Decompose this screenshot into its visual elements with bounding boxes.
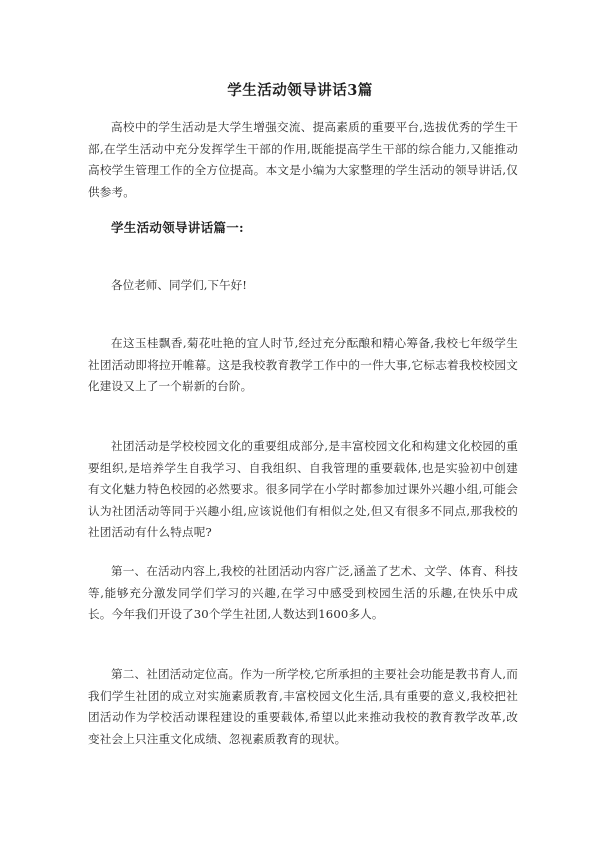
section-heading: 学生活动领导讲话篇一: bbox=[111, 220, 244, 235]
intro-paragraph: 高校中的学生活动是大学生增强交流、提高素质的重要平台,选拔优秀的学生干部,在学生活动中充分发挥学生干部的作用,既能提高学生干部的综合能力,又能推动高校学生管理工作的全方位提高。本文是小编为大家整理的学生活动的领导讲话,仅供参考。 bbox=[88, 120, 518, 199]
greeting-line: 各位老师、同学们,下午好! bbox=[111, 278, 247, 292]
body-paragraph-4: 第二、社团活动定位高。作为一所学校,它所承担的主要社会功能是教书育人,而我们学生社团的成立对实施素质教育,丰富校园文化生活,具有重要的意义,我校把社团活动作为学校活动课程建设的重要载体,希望以此来推动我校的教育教学改革,改变社会上只注重文化成绩、忽视素质教育的现状。 bbox=[88, 667, 518, 746]
body-paragraph-2: 社团活动是学校校园文化的重要组成部分,是丰富校园文化和构建文化校园的重要组织,是培养学生自我学习、自我组织、自我管理的重要载体,也是实验初中创建有文化魅力特色校园的必然要求。很多同学在小学时都参加过课外兴趣小组,可能会认为社团活动等同于兴趣小组,应该说他们有相似之处,但又有很多不同点,那我校的社团活动有什么特点呢? bbox=[88, 439, 518, 539]
body-paragraph-3: 第一、在活动内容上,我校的社团活动内容广泛,涵盖了艺术、文学、体育、科技等,能够充分激发同学们学习的兴趣,在学习中感受到校园生活的乐趣,在快乐中成长。今年我们开设了30个学生社团,人数达到1600多人。 bbox=[88, 564, 518, 621]
body-paragraph-1: 在这玉桂飘香,菊花吐艳的宜人时节,经过充分酝酿和精心筹备,我校七年级学生社团活动即将拉开帷幕。这是我校教育教学工作中的一件大事,它标志着我校校园文化建设又上了一个崭新的台阶。 bbox=[88, 336, 518, 393]
document-title: 学生活动领导讲话3篇 bbox=[227, 82, 373, 99]
